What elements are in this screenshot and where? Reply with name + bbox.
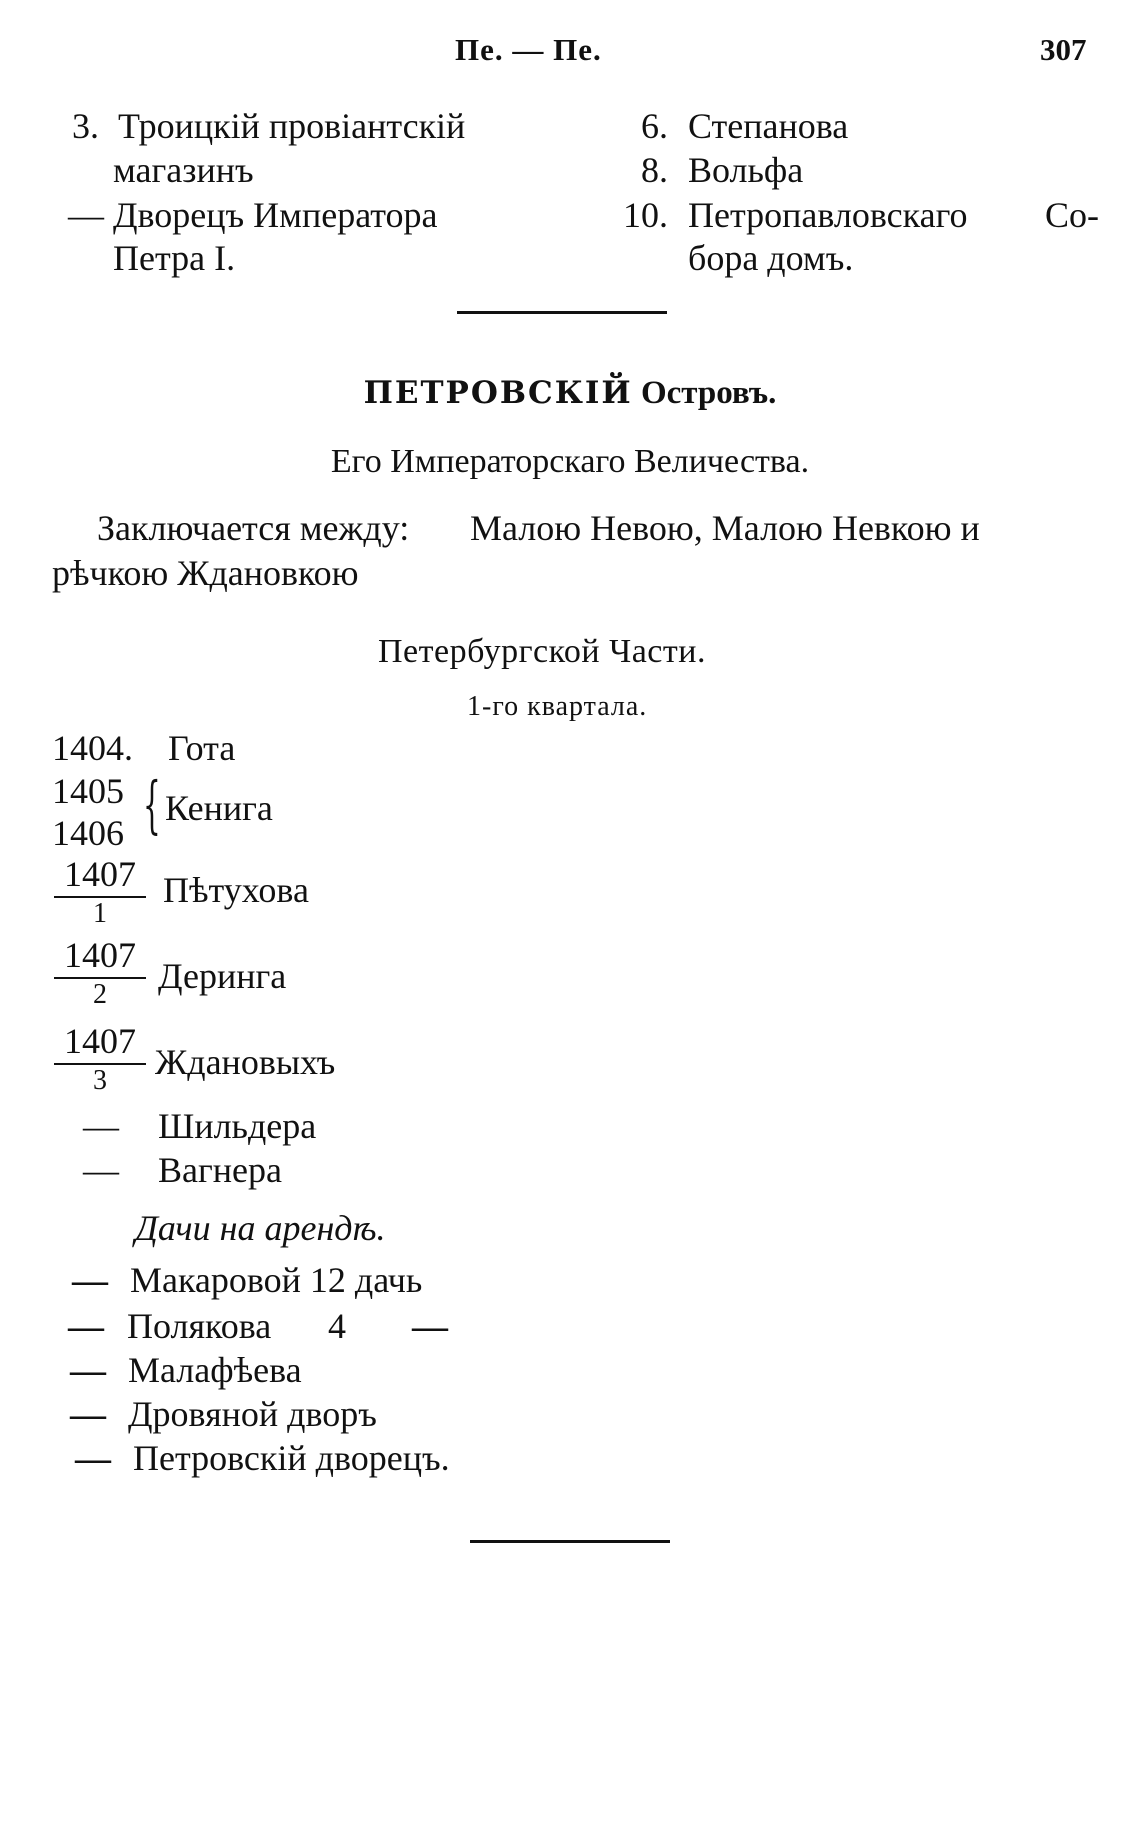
section-title-rest: Островъ. <box>640 375 777 411</box>
owner-name: Вагнера <box>158 1150 282 1190</box>
quarter-heading: 1-го квартала. <box>467 691 648 722</box>
dacha-count: 4 <box>328 1306 346 1346</box>
list-item-text: Петропавловскаго <box>688 195 968 235</box>
list-item-text-cont: магазинъ <box>113 150 254 190</box>
house-number-fraction <box>54 1023 146 1108</box>
owner-name: Кенига <box>165 788 273 828</box>
list-item-text: Троицкій провіантскій <box>118 106 466 146</box>
ditto-dash: — <box>75 1438 111 1478</box>
dacha-item: Макаровой 12 дачь <box>130 1260 423 1300</box>
owner-name: Ждановыхъ <box>155 1042 336 1082</box>
list-item-hyphenation: Со- <box>1045 195 1099 235</box>
fraction-denominator: 3 <box>93 1065 107 1096</box>
boundaries-text-cont: рѣчкою Ждановкою <box>52 553 359 593</box>
dacha-item: Дровяной дворъ <box>128 1394 377 1434</box>
ditto-dash: — <box>83 1150 119 1190</box>
fraction-numerator: 1407 <box>64 854 136 894</box>
list-item-num: 10. <box>623 195 668 235</box>
list-item-text: Вольфа <box>688 150 804 190</box>
ditto-dash: — <box>83 1106 119 1146</box>
page-number: 307 <box>1040 32 1087 67</box>
list-item-text: Дворецъ Императора <box>113 195 438 235</box>
dacha-item: Полякова <box>127 1306 272 1346</box>
dachas-heading: Дачи на арендѣ. <box>135 1208 386 1248</box>
dacha-item: Петровскій дворецъ. <box>133 1438 450 1478</box>
owner-name: Шильдера <box>158 1106 317 1146</box>
list-item-num: 3. <box>72 106 99 146</box>
owner-name: Гота <box>168 728 236 768</box>
boundaries-text: Малою Невою, Малою Невкою и <box>470 508 980 548</box>
list-item-text: Степанова <box>688 106 849 146</box>
ditto-dash: — <box>68 1306 104 1346</box>
house-number-fraction <box>54 856 146 941</box>
house-number: 1405 <box>52 771 124 811</box>
list-item-num: — <box>68 195 104 235</box>
owner-name: Деринга <box>158 956 287 996</box>
house-number: 1404. <box>52 728 133 768</box>
dacha-item: Малафѣева <box>128 1350 302 1390</box>
list-item-num: 8. <box>641 150 668 190</box>
list-item-num: 6. <box>641 106 668 146</box>
owner-name: Пѣтухова <box>163 870 309 910</box>
house-number: 1406 <box>52 813 124 853</box>
house-number-fraction <box>54 937 146 1022</box>
fraction-numerator: 1407 <box>64 1021 136 1061</box>
ditto-dash: — <box>412 1306 448 1346</box>
brace-symbol: { <box>143 768 161 841</box>
fraction-numerator: 1407 <box>64 935 136 975</box>
ditto-dash: — <box>70 1350 106 1390</box>
fraction-denominator: 1 <box>93 898 107 929</box>
fraction-denominator: 2 <box>93 979 107 1010</box>
section-subtitle: Его Императорскаго Величества. <box>330 443 810 480</box>
list-item-text-cont: Петра I. <box>113 238 236 278</box>
part-heading: Петербургской Части. <box>378 633 706 670</box>
ditto-dash: — <box>70 1394 106 1434</box>
section-divider <box>470 1540 670 1543</box>
section-title-caps: ПЕТРОВСКІЙ <box>363 375 633 411</box>
list-item-text-cont: бора домъ. <box>688 238 854 278</box>
boundaries-label: Заключается между: <box>97 508 410 548</box>
section-divider <box>457 311 667 314</box>
ditto-dash: — <box>72 1260 108 1300</box>
running-header: Пе. — Пе. <box>455 32 602 67</box>
section-title <box>0 377 1140 410</box>
